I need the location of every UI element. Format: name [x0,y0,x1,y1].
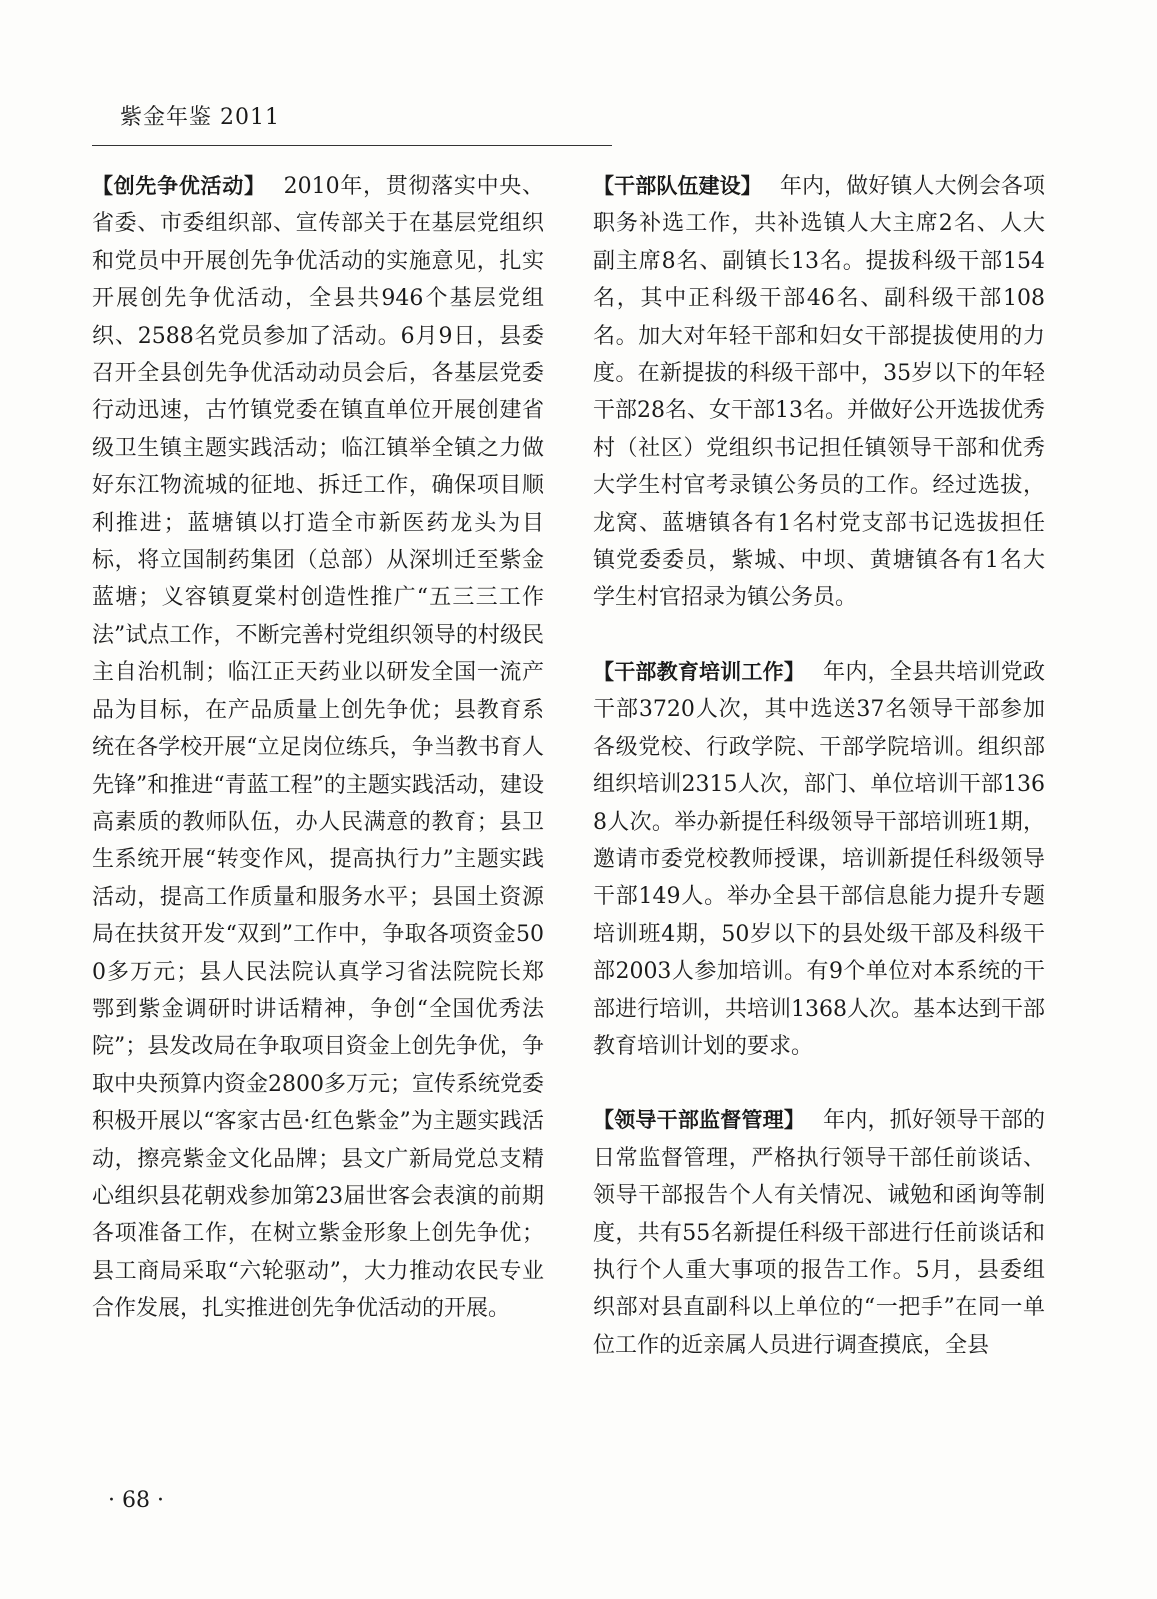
section-title: 【领导干部监督管理】 [593,1108,806,1133]
section-body: 年内，全县共培训党政干部3720人次，其中选送37名领导干部参加各级党校、行政学院、干部学院培训。组织部组织培训2315人次，部门、单位培训干部1368人次。举办新提任科级领导干部培训班1期，邀请市委党校教师授课，培训新提任科级领导干部149人。举办全县干部信息能力提升专题培训班4期，50岁以下的县处级干部及科级干部2003人参加培训。有9个单位对本系统的干部进行培训，共培训1368人次。基本达到干部教育培训计划的要求。 [593,659,1045,1059]
section-body: 2010年，贯彻落实中央、省委、市委组织部、宣传部关于在基层党组织和党员中开展创先争优活动的实施意见，扎实开展创先争优活动，全县共946个基层党组织、2588名党员参加了活动。6月9日，县委召开全县创先争优活动动员会后，各基层党委行动迅速，古竹镇党委在镇直单位开展创建省级卫生镇主题实践活动；临江镇举全镇之力做好东江物流城的征地、拆迁工作，确保项目顺利推进；蓝塘镇以打造全市新医药龙头为目标，将立国制药集团（总部）从深圳迁至紫金蓝塘；义容镇夏棠村创造性推广“五三三工作法”试点工作，不断完善村党组织领导的村级民主自治机制；临江正天药业以研发全国一流产品为目标，在产品质量上创先争优；县教育系统在各学校开展“立足岗位练兵，争当教书育人先锋”和推进“青蓝工程”的主题实践活动，建设高素质的教师队伍，办人民满意的教育；县卫生系统开展“转变作风，提高执行力”主题实践活动，提高工作质量和服务水平；县国土资源局在扶贫开发“双到”工作中，争取各项资金500多万元；县人民法院认真学习省法院院长郑鄂到紫金调研时讲话精神，争创“全国优秀法院”；县发改局在争取项目资金上创先争优，争取中央预算内资金2800多万元；宣传系统党委积极开展以“客家古邑·红色紫金”为主题实践活动，擦亮紫金文化品牌；县文广新局党总支精心组织县花朝戏参加第23届世客会表演的前期各项准备工作，在树立紫金形象上创先争优；县工商局采取“六轮驱动”，大力推动农民专业合作发展，扎实推进创先争优活动的开展。 [92,174,544,1322]
section-paragraph [593,1102,1045,1364]
section-body: 年内，抓好领导干部的日常监督管理，严格执行领导干部任前谈话、领导干部报告个人有关情况、诫勉和函询等制度，共有55名新提任科级干部进行任前谈话和执行个人重大事项的报告工作。5月，县委组织部对县直副科以上单位的“一把手”在同一单位工作的近亲属人员进行调查摸底，全县 [593,1108,1045,1358]
section-title: 【干部队伍建设】 [593,174,762,198]
header-rule [92,145,612,146]
section-paragraph [92,168,544,1328]
section-body: 年内，做好镇人大例会各项职务补选工作，共补选镇人大主席2名、人大副主席8名、副镇长13名。提拔科级干部154名，其中正科级干部46名、副科级干部108名。加大对年轻干部和妇女干部提拔使用的力度。在新提拔的科级干部中，35岁以下的年轻干部28名、女干部13名。并做好公开选拔优秀村（社区）党组织书记担任镇领导干部和优秀大学生村官考录镇公务员的工作。经过选拔，龙窝、蓝塘镇各有1名村党支部书记选拔担任镇党委委员，紫城、中坝、黄塘镇各有1名大学生村官招录为镇公务员。 [593,174,1045,611]
section-paragraph [593,168,1045,617]
running-header-title: 紫金年鉴 2011 [120,105,280,130]
section-chuangxian-zhengyou [92,168,544,1328]
section-paragraph [593,654,1045,1065]
section-title: 【干部教育培训工作】 [593,659,806,684]
section-ganbu-jiaoyu-peixun [593,654,1045,1065]
section-ganbu-duiwu-jianshe [593,168,1045,617]
right-column [593,168,1045,1364]
section-title: 【创先争优活动】 [92,174,266,198]
section-lingdao-ganbu-jiandu [593,1102,1045,1364]
page-number: · 68 · [108,1488,164,1513]
left-column [92,168,544,1328]
